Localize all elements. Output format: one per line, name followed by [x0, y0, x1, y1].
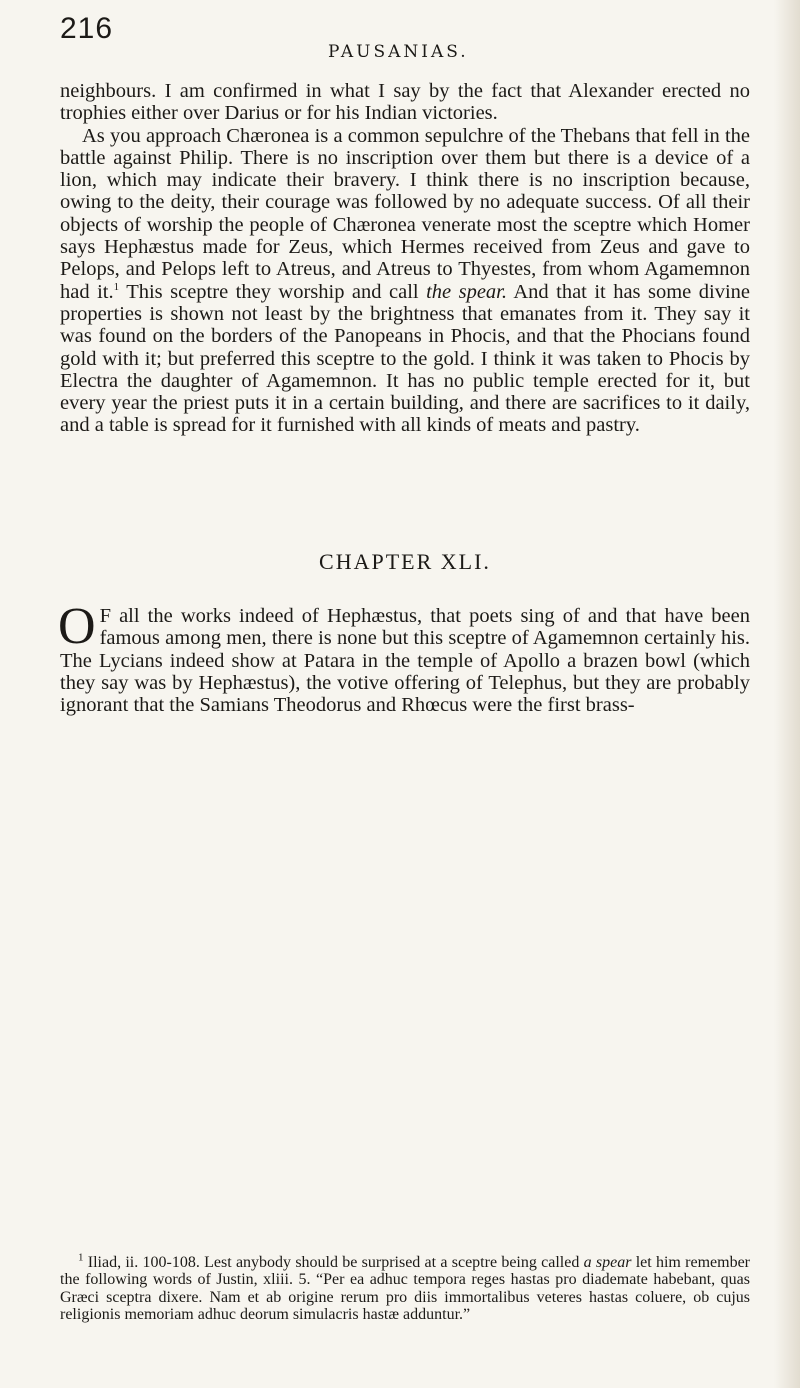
- paragraph-2-part-a: As you approach Chæronea is a common sepulchre of the Thebans that fell in the battle against Philip. There is no inscription over them but there is a device of a lion, which may indicate their bravery. I think there is no inscription because, owing to the deity, their courage was followed by no adequate success. Of all their objects of worship the people of Chæronea venerate most the sceptre which Homer says Hephæstus made for Zeus, which Hermes received from Zeus and gave to Pelops, and Pelops left to Atreus, and Atreus to Thyestes, from whom Agamemnon had it.: [60, 124, 750, 303]
- paragraph-2: [60, 125, 750, 437]
- page-header: [60, 12, 740, 62]
- page-number: 216: [60, 12, 114, 45]
- footnote: [60, 1251, 751, 1323]
- paragraph-2-emphasis: the spear.: [426, 280, 508, 303]
- chapter-paragraph: F all the works indeed of Hephæstus, that poets sing of and that have been famous among men, there is none but this sceptre of Agamemnon certainly his. The Lycians indeed show at Patara in the temple of Apollo a brazen bowl (which they say was by Hephæstus), the votive offering of Telephus, but they are probably ignorant that the Samians Theodorus and Rhœcus were the first brass-: [60, 605, 750, 717]
- paragraph-1: neighbours. I am confirmed in what I say by the fact that Alexander erected no trophies either over Darius or for his Indian victories.: [60, 80, 750, 125]
- footnote-text-b: let him remember the following words of Justin, xliii. 5. “Per ea adhuc tempora reges hastas pro diademate habebant, quas Græci sceptra dixere. Nam et ab origine rerum pro diis immortalibus veteres hastas coluere, ob cujus religionis memoriam adhuc deorum simulacris hastæ adduntur.”: [60, 1254, 751, 1323]
- footnote-marker: 1: [78, 1251, 84, 1264]
- running-head: PAUSANIAS.: [328, 42, 469, 62]
- paragraph-2-part-c: And that it has some divine properties is shown not least by the brightness that emanates from it. They say it was found on the borders of the Panopeans in Phocis, and that the Phocians found gold with it; but preferred this sceptre to the gold. I think it was taken to Phocis by Electra the daughter of Agamemnon. It has no public temple erected for it, but every year the priest puts it in a certain building, and there are sacrifices to it daily, and a table is spread for it furnished with all kinds of meats and pastry.: [60, 280, 750, 437]
- footnote-reference: 1: [113, 280, 120, 293]
- footnote-text-a: Iliad, ii. 100-108. Lest anybody should be surprised at a sceptre being called: [83, 1254, 584, 1271]
- footnote-emphasis: a spear: [583, 1254, 632, 1271]
- paragraph-2-part-b: This sceptre they worship and call: [119, 280, 427, 303]
- chapter-title: CHAPTER XLI.: [319, 549, 491, 574]
- page-edge-shadow: [774, 0, 800, 1388]
- body-text: [60, 80, 750, 437]
- drop-cap: O: [58, 598, 96, 655]
- chapter-text: [58, 598, 750, 717]
